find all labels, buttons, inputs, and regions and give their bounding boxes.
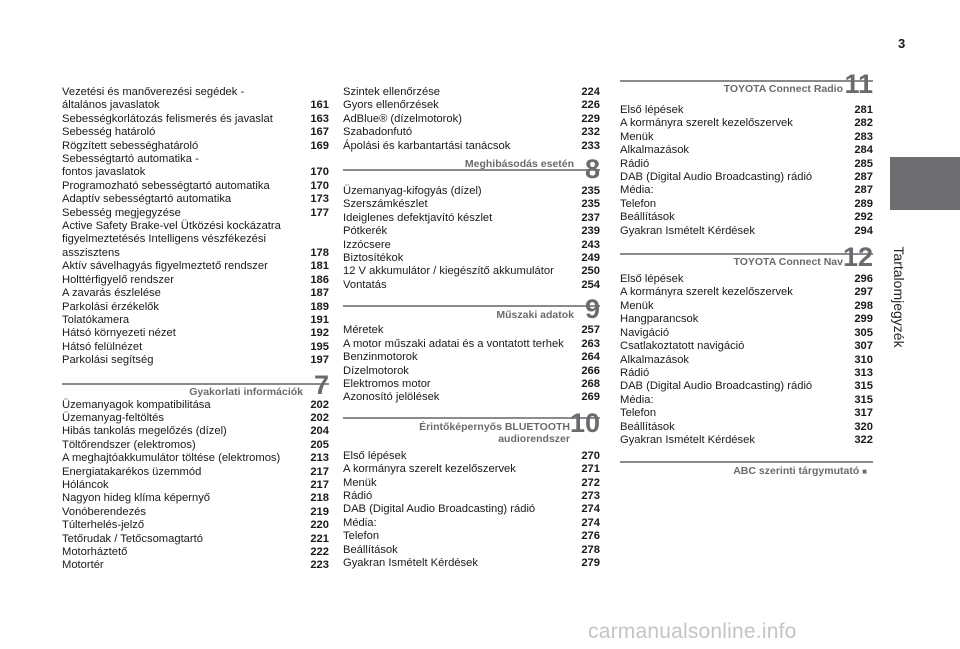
toc-entry[interactable] <box>62 452 329 465</box>
toc-entry-page: 268 <box>581 377 600 390</box>
toc-entry[interactable] <box>62 314 329 327</box>
toc-entry-page: 219 <box>310 505 329 518</box>
toc-entry[interactable] <box>343 503 600 516</box>
toc-entry-page: 269 <box>581 391 600 404</box>
toc-entry[interactable] <box>343 338 600 351</box>
toc-entry-title: Vonóberendezés <box>62 505 146 518</box>
toc-entry[interactable] <box>62 341 329 354</box>
toc-entry-page: 254 <box>581 278 600 291</box>
toc-entry-page: 187 <box>310 287 329 300</box>
toc-entry-page: 305 <box>854 326 873 339</box>
toc-entry-title: Gyakran Ismételt Kérdések <box>620 224 755 237</box>
toc-entry-title: Első lépések <box>620 273 684 286</box>
toc-entry[interactable] <box>620 198 873 211</box>
toc-entry[interactable] <box>62 506 329 519</box>
toc-entry-title: Hibás tankolás megelőzés (dízel) <box>62 425 227 438</box>
toc-entry-title: Beállítások <box>620 211 675 224</box>
toc-entry-page: 235 <box>581 185 600 198</box>
toc-entry[interactable] <box>62 412 329 425</box>
section-title: TOYOTA Connect Radio <box>723 83 843 95</box>
toc-entry-page: 167 <box>310 126 329 139</box>
toc-entry-title: Motortér <box>62 559 104 572</box>
toc-entry-title: A zavarás észlelése <box>62 287 161 300</box>
section-number: 10 <box>569 407 600 438</box>
toc-entry-page: 235 <box>581 198 600 211</box>
toc-entry-page: 202 <box>310 398 329 411</box>
toc-entry-page: 170 <box>310 179 329 192</box>
toc-entry-title: A motor műszaki adatai és a vontatott terhek <box>343 337 564 350</box>
toc-entry[interactable] <box>620 354 873 367</box>
index-marker: ■ <box>862 467 867 477</box>
toc-entry-title: Menük <box>343 476 377 489</box>
section-title: Gyakorlati információk <box>189 385 303 398</box>
toc-entry-title: Rádió <box>343 489 373 502</box>
toc-entry-page: 223 <box>310 559 329 572</box>
toc-entry[interactable] <box>343 490 600 503</box>
toc-entry-title: Biztosítékok <box>343 252 404 265</box>
toc-entry-title: A meghajtóakkumulátor töltése (elektromos) <box>62 452 281 465</box>
toc-entry-title: Túlterhelés-jelző <box>62 519 145 532</box>
toc-list <box>343 324 600 404</box>
toc-entry-page: 232 <box>581 126 600 139</box>
toc-entry[interactable] <box>620 421 873 434</box>
toc-entry-page: 279 <box>581 556 600 569</box>
toc-entry-page: 191 <box>310 313 329 326</box>
toc-entry[interactable] <box>343 198 600 211</box>
toc-entry[interactable] <box>620 184 873 197</box>
watermark: carmanualsonline.info <box>588 620 797 643</box>
toc-entry-title: Parkolási segítség <box>62 354 154 367</box>
toc-entry[interactable] <box>62 519 329 532</box>
toc-entry-page: 237 <box>581 211 600 224</box>
toc-entry-page: 283 <box>854 130 873 143</box>
toc-entry[interactable] <box>620 313 873 326</box>
toc-entry-page: 181 <box>310 260 329 273</box>
toc-entry-page: 266 <box>581 364 600 377</box>
toc-entry-title: Méretek <box>343 324 384 337</box>
toc-entry-title: Hangparancsok <box>620 313 699 326</box>
toc-entry-title: Aktív sávelhagyás figyelmeztető rendszer <box>62 260 268 273</box>
toc-entry[interactable] <box>620 394 873 407</box>
toc-entry[interactable] <box>62 399 329 412</box>
toc-entry[interactable] <box>343 212 600 225</box>
toc-entry[interactable] <box>343 252 600 265</box>
toc-entry-title: Média: <box>343 516 377 529</box>
toc-entry-page: 218 <box>310 492 329 505</box>
toc-entry[interactable] <box>343 99 600 112</box>
toc-entry-page: 197 <box>310 354 329 367</box>
toc-entry-page: 263 <box>581 337 600 350</box>
toc-entry[interactable] <box>62 126 329 139</box>
toc-entry[interactable] <box>343 517 600 530</box>
toc-entry-page: 320 <box>854 420 873 433</box>
toc-entry-title: Első lépések <box>343 449 407 462</box>
section-title <box>419 421 570 445</box>
toc-entry-page: 177 <box>310 206 329 219</box>
toc-entry-title: Motorháztető <box>62 546 128 558</box>
toc-entry-title: Benzinmotorok <box>343 351 418 364</box>
toc-entry-title: Active Safety Brake-vel Ütközési kockázatra <box>62 220 281 233</box>
toc-entry[interactable] <box>62 207 329 220</box>
toc-entry-page: 224 <box>581 86 600 98</box>
toc-entry[interactable] <box>343 265 600 278</box>
toc-entry[interactable] <box>343 544 600 557</box>
toc-entry-page: 299 <box>854 313 873 326</box>
toc-entry-page: 322 <box>854 433 873 446</box>
toc-entry-title: Telefon <box>620 407 657 420</box>
toc-entry-page: 310 <box>854 353 873 366</box>
toc-entry-title: A kormányra szerelt kezelőszervek <box>343 463 516 476</box>
toc-entry-title: 12 V akkumulátor / kiegészítő akkumulátor <box>343 265 554 278</box>
toc-entry-title: Üzemanyag-kifogyás (dízel) <box>343 185 482 198</box>
toc-entry[interactable] <box>62 546 329 559</box>
toc-entry[interactable] <box>62 113 329 126</box>
toc-entry-page: 297 <box>854 286 873 299</box>
toc-entry-title: AdBlue® (dízelmotorok) <box>343 112 462 125</box>
section-rule <box>620 253 873 255</box>
section-number: 9 <box>584 294 600 325</box>
toc-entry-page: 317 <box>854 407 873 420</box>
section-header-7 <box>62 368 329 399</box>
toc-entry[interactable] <box>343 530 600 543</box>
toc-entry[interactable] <box>343 324 600 337</box>
toc-entry[interactable] <box>62 354 329 367</box>
toc-entry-title: Csatlakoztatott navigáció <box>620 340 745 353</box>
toc-entry[interactable] <box>343 391 600 404</box>
toc-entry[interactable] <box>620 225 873 238</box>
toc-entry-page: 233 <box>581 139 600 152</box>
toc-entry-page: 222 <box>310 546 329 558</box>
toc-entry-title: Menük <box>620 299 654 312</box>
toc-entry-page: 192 <box>310 327 329 340</box>
toc-entry-title: asszisztens <box>62 246 120 259</box>
toc-entry[interactable] <box>62 466 329 479</box>
toc-entry[interactable] <box>62 439 329 452</box>
section-title: Műszaki adatok <box>496 309 574 322</box>
index-link[interactable] <box>733 465 867 478</box>
toc-entry[interactable] <box>62 479 329 492</box>
toc-entry-title: Pótkerék <box>343 225 388 238</box>
toc-entry-title: DAB (Digital Audio Broadcasting) rádió <box>343 503 536 516</box>
toc-entry[interactable] <box>62 233 329 246</box>
toc-entry[interactable] <box>343 239 600 252</box>
toc-entry-page: 271 <box>581 463 600 476</box>
toc-entry-title: Holttérfigyelő rendszer <box>62 273 174 286</box>
toc-entry-title: Sebesség határoló <box>62 126 156 139</box>
toc-entry-title: Telefon <box>343 530 380 543</box>
toc-entry-title: Gyakran Ismételt Kérdések <box>620 433 755 446</box>
toc-entry[interactable] <box>62 533 329 546</box>
toc-entry-page: 220 <box>310 519 329 532</box>
toc-entry-page: 221 <box>310 532 329 545</box>
toc-entry-page: 217 <box>310 478 329 491</box>
section-title-line: audiorendszer <box>498 432 570 445</box>
toc-entry-title: Első lépések <box>620 104 684 116</box>
toc-entry-page: 202 <box>310 411 329 424</box>
toc-column-3 <box>620 69 873 481</box>
toc-entry-page: 282 <box>854 117 873 130</box>
toc-entry-title: Izzócsere <box>343 238 391 251</box>
toc-entry[interactable] <box>620 131 873 144</box>
toc-entry-page: 170 <box>310 166 329 179</box>
toc-entry-page: 161 <box>310 99 329 112</box>
toc-entry[interactable] <box>343 557 600 570</box>
toc-entry-page: 229 <box>581 112 600 125</box>
side-label-text: Tartalomjegyzék <box>891 246 907 348</box>
toc-entry-page: 173 <box>310 193 329 206</box>
toc-entry[interactable] <box>62 559 329 572</box>
toc-entry-title: Energiatakarékos üzemmód <box>62 465 202 478</box>
toc-entry-page: 250 <box>581 265 600 278</box>
toc-entry[interactable] <box>620 367 873 380</box>
toc-entry-title: Elektromos motor <box>343 377 431 390</box>
toc-entry[interactable] <box>343 140 600 153</box>
toc-entry[interactable] <box>343 365 600 378</box>
toc-entry-page: 313 <box>854 366 873 379</box>
toc-entry-title: Gyors ellenőrzések <box>343 99 439 112</box>
toc-entry-page: 264 <box>581 351 600 364</box>
toc-entry-title: Rögzített sebességhatároló <box>62 139 199 152</box>
toc-entry-page: 205 <box>310 438 329 451</box>
toc-entry-title: Szerszámkészlet <box>343 198 428 211</box>
toc-entry-page: 307 <box>854 340 873 353</box>
toc-entry[interactable] <box>62 86 329 99</box>
toc-entry-title: Média: <box>620 393 654 406</box>
toc-list <box>620 273 873 447</box>
toc-entry[interactable] <box>62 274 329 287</box>
toc-entry[interactable] <box>620 300 873 313</box>
toc-entry-title: általános javaslatok <box>62 99 160 112</box>
toc-entry-title: A kormányra szerelt kezelőszervek <box>620 117 793 130</box>
toc-list <box>343 185 600 292</box>
toc-entry-title: Üzemanyagok kompatibilitása <box>62 398 211 411</box>
toc-entry[interactable] <box>620 380 873 393</box>
toc-entry[interactable] <box>62 180 329 193</box>
section-title-line: Érintőképernyős BLUETOOTH <box>419 420 570 433</box>
toc-entry-title: Hátsó környezeti nézet <box>62 327 176 340</box>
toc-entry-title: Tetőrudak / Tetőcsomagtartó <box>62 532 203 545</box>
toc-entry[interactable] <box>62 247 329 260</box>
toc-entry-title: figyelmeztetésés Intelligens vészfékezési <box>62 233 266 246</box>
toc-entry-title: Tolatókamera <box>62 313 130 326</box>
toc-entry-page: 274 <box>581 503 600 516</box>
page-number: 3 <box>898 36 906 51</box>
section-rule <box>620 80 873 82</box>
toc-entry-title: Ápolási és karbantartási tanácsok <box>343 139 511 152</box>
toc-entry-page: 272 <box>581 476 600 489</box>
toc-entry[interactable] <box>343 279 600 292</box>
toc-entry[interactable] <box>62 166 329 179</box>
toc-list <box>343 86 600 153</box>
section-rule <box>620 461 873 463</box>
section-rule <box>62 383 329 385</box>
toc-entry-title: Programozható sebességtartó automatika <box>62 179 270 192</box>
toc-entry[interactable] <box>620 340 873 353</box>
toc-entry-page: 163 <box>310 112 329 125</box>
toc-entry-title: Sebességkorlátozás felismerés és javaslat <box>62 112 273 125</box>
toc-entry-page: 213 <box>310 452 329 465</box>
toc-entry-page: 287 <box>854 171 873 184</box>
toc-entry-page: 189 <box>310 300 329 313</box>
toc-entry-page: 276 <box>581 530 600 543</box>
toc-entry-page: 257 <box>581 324 600 337</box>
toc-entry-title: Rádió <box>620 366 650 379</box>
toc-entry-title: Alkalmazások <box>620 353 690 366</box>
toc-entry[interactable] <box>62 425 329 438</box>
section-number: 8 <box>584 154 600 185</box>
toc-entry[interactable] <box>620 407 873 420</box>
toc-entry-page: 315 <box>854 393 873 406</box>
section-header-12 <box>620 238 873 273</box>
toc-entry-page: 296 <box>854 273 873 286</box>
toc-entry[interactable] <box>343 126 600 139</box>
toc-entry[interactable] <box>343 378 600 391</box>
toc-entry-title: Töltőrendszer (elektromos) <box>62 438 196 451</box>
toc-entry-page: 195 <box>310 340 329 353</box>
toc-entry[interactable] <box>62 193 329 206</box>
toc-entry-page: 278 <box>581 543 600 556</box>
toc-entry-page: 292 <box>854 211 873 224</box>
section-header-9 <box>343 292 600 324</box>
toc-entry[interactable] <box>620 327 873 340</box>
section-header-index <box>620 447 873 481</box>
toc-entry-page: 294 <box>854 224 873 237</box>
toc-entry-title: Nagyon hideg klíma képernyő <box>62 492 211 505</box>
toc-entry-page: 217 <box>310 465 329 478</box>
toc-entry[interactable] <box>62 492 329 505</box>
toc-entry-page: 239 <box>581 225 600 238</box>
toc-entry-title: Menük <box>620 130 654 143</box>
toc-entry-page: 284 <box>854 144 873 157</box>
section-number: 12 <box>842 242 873 273</box>
toc-entry-title: Sebesség megjegyzése <box>62 206 181 219</box>
toc-entry[interactable] <box>62 287 329 300</box>
toc-entry-page: 243 <box>581 238 600 251</box>
toc-entry[interactable] <box>343 450 600 463</box>
toc-entry-title: Sebességtartó automatika - <box>62 153 199 166</box>
side-label <box>884 246 914 348</box>
toc-entry[interactable] <box>343 477 600 490</box>
toc-entry[interactable] <box>62 153 329 166</box>
toc-entry[interactable] <box>62 260 329 273</box>
toc-entry[interactable] <box>620 434 873 447</box>
toc-list <box>62 399 329 573</box>
toc-entry-page: 273 <box>581 489 600 502</box>
toc-entry[interactable] <box>620 144 873 157</box>
toc-entry[interactable] <box>620 117 873 130</box>
toc-entry-title: Vontatás <box>343 278 387 291</box>
toc-entry[interactable] <box>62 327 329 340</box>
toc-entry-title: Beállítások <box>620 420 675 433</box>
toc-entry-page: 298 <box>854 299 873 312</box>
toc-entry-page: 178 <box>310 246 329 259</box>
toc-entry-page: 281 <box>854 104 873 116</box>
section-rule <box>343 305 600 307</box>
index-title: ABC szerinti tárgymutató <box>733 465 860 478</box>
toc-entry[interactable] <box>343 86 600 99</box>
toc-entry-title: Szabadonfutó <box>343 126 413 139</box>
toc-list <box>62 86 329 368</box>
toc-entry-title: Média: <box>620 184 654 197</box>
toc-entry[interactable] <box>62 140 329 153</box>
toc-entry-page: 289 <box>854 197 873 210</box>
toc-entry-page: 169 <box>310 139 329 152</box>
section-title: TOYOTA Connect Nav <box>733 256 843 269</box>
toc-entry-page: 270 <box>581 449 600 462</box>
toc-entry[interactable] <box>620 273 873 286</box>
toc-entry[interactable] <box>343 185 600 198</box>
section-header-11 <box>620 69 873 104</box>
toc-entry[interactable] <box>620 158 873 171</box>
toc-entry[interactable] <box>620 104 873 117</box>
toc-entry[interactable] <box>343 463 600 476</box>
section-header-10 <box>343 405 600 450</box>
toc-entry-title: Hátsó felülnézet <box>62 340 143 353</box>
toc-entry-title: Navigáció <box>620 326 670 339</box>
toc-entry-title: Gyakran Ismételt Kérdések <box>343 556 478 569</box>
toc-entry[interactable] <box>62 301 329 314</box>
toc-entry-title: Rádió <box>620 157 650 170</box>
toc-entry-title: Adaptív sebességtartó automatika <box>62 193 232 206</box>
toc-entry-page: 249 <box>581 252 600 265</box>
toc-entry[interactable] <box>62 220 329 233</box>
section-rule <box>343 417 600 419</box>
toc-entry-title: DAB (Digital Audio Broadcasting) rádió <box>620 171 813 184</box>
toc-entry-page: 204 <box>310 425 329 438</box>
toc-entry-title: DAB (Digital Audio Broadcasting) rádió <box>620 380 813 393</box>
toc-entry-title: Beállítások <box>343 543 398 556</box>
toc-entry-page: 226 <box>581 99 600 112</box>
section-header-8 <box>343 153 600 185</box>
toc-entry[interactable] <box>620 211 873 224</box>
toc-entry[interactable] <box>620 286 873 299</box>
toc-entry-title: Alkalmazások <box>620 144 690 157</box>
section-number: 11 <box>844 69 873 99</box>
toc-entry-title: Vezetési és manőverezési segédek - <box>62 86 245 98</box>
toc-entry[interactable] <box>620 171 873 184</box>
toc-entry[interactable] <box>343 113 600 126</box>
toc-list <box>620 104 873 238</box>
toc-entry-title: Parkolási érzékelők <box>62 300 160 313</box>
toc-entry-title: Telefon <box>620 197 657 210</box>
toc-entry-title: Ideiglenes defektjavító készlet <box>343 211 493 224</box>
toc-entry-page: 186 <box>310 273 329 286</box>
toc-entry-title: A kormányra szerelt kezelőszervek <box>620 286 793 299</box>
toc-entry-page: 315 <box>854 380 873 393</box>
toc-entry[interactable] <box>343 225 600 238</box>
toc-entry[interactable] <box>343 351 600 364</box>
section-title: Meghibásodás esetén <box>464 158 574 171</box>
toc-entry-title: Üzemanyag-feltöltés <box>62 411 164 424</box>
toc-entry-title: Hóláncok <box>62 478 109 491</box>
toc-entry-page: 287 <box>854 184 873 197</box>
toc-column-1 <box>62 86 329 573</box>
toc-entry[interactable] <box>62 99 329 112</box>
chapter-tab <box>890 157 960 210</box>
toc-entry-page: 285 <box>854 157 873 170</box>
toc-entry-title: Azonosító jelölések <box>343 391 440 404</box>
toc-column-2 <box>343 86 600 570</box>
toc-entry-page: 274 <box>581 516 600 529</box>
toc-entry-title: Szintek ellenőrzése <box>343 86 441 98</box>
section-number: 7 <box>313 369 329 400</box>
toc-entry-title: fontos javaslatok <box>62 166 146 179</box>
toc-entry-title: Dízelmotorok <box>343 364 409 377</box>
toc-list <box>343 450 600 571</box>
